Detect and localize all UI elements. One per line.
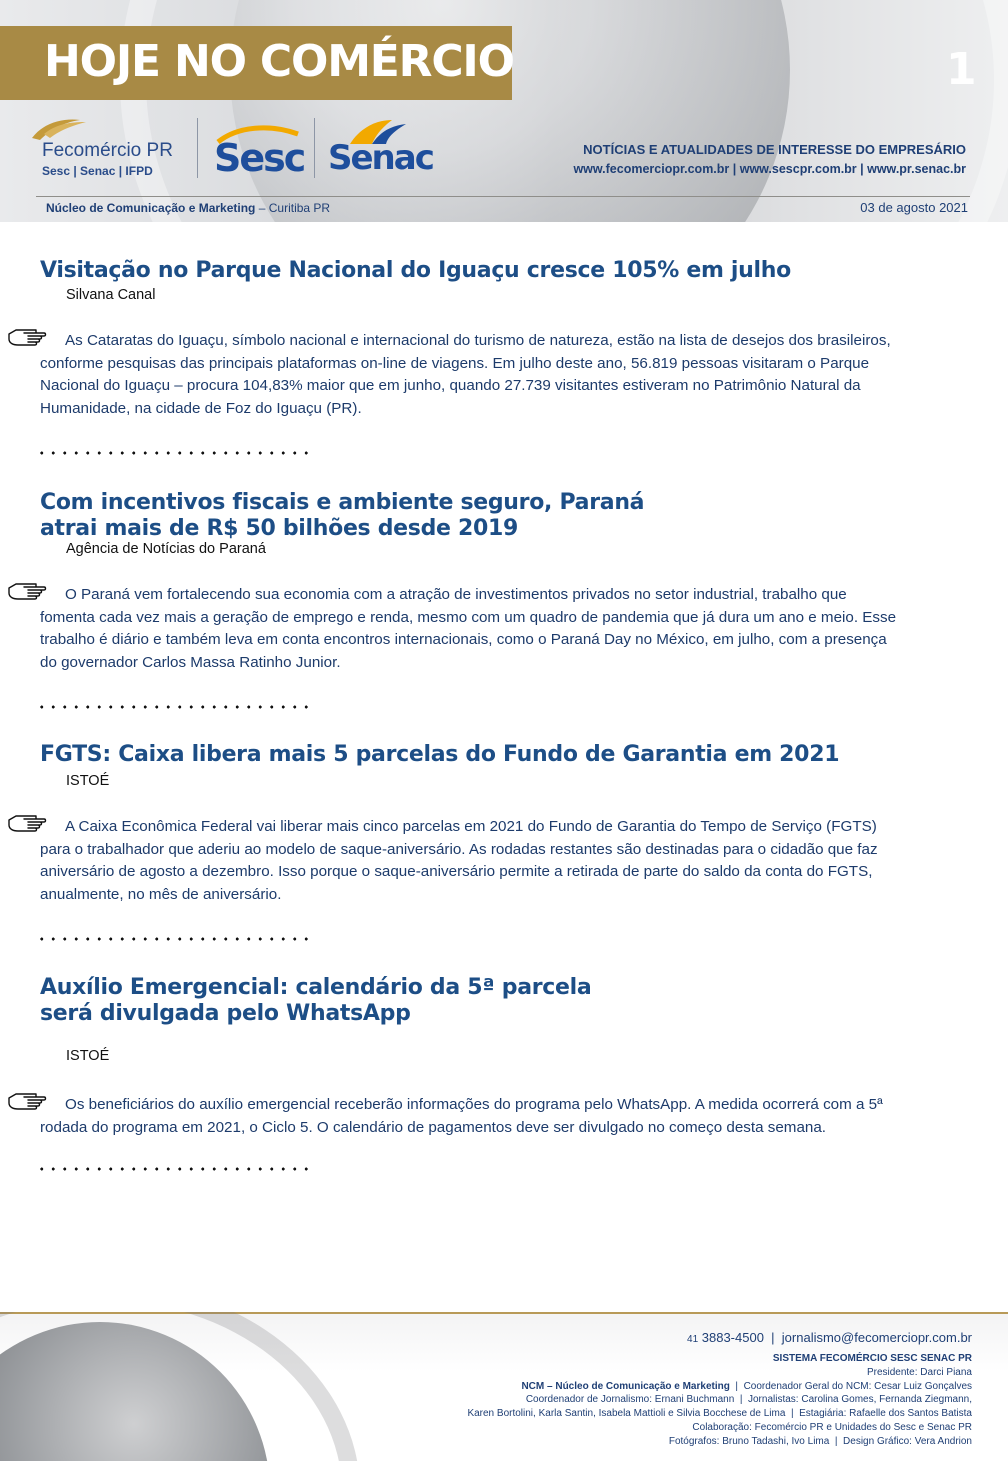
dotted-separator (36, 450, 312, 456)
article-body (40, 816, 900, 907)
contact-divider: | (767, 1330, 779, 1345)
page-number: 1 (946, 44, 977, 95)
credits-line (332, 1380, 972, 1394)
credits-divider: | (788, 1408, 797, 1420)
president: Presidente: Darci Piana (866, 1366, 972, 1378)
article-source: ISTOÉ (66, 773, 110, 789)
fecomercio-sub: Sesc | Senac | IFPD (42, 164, 153, 178)
sesc-wordmark: Sesc (214, 136, 305, 180)
dotted-separator (36, 936, 312, 942)
phone-prefix: 41 (687, 1334, 699, 1345)
footer-contact (687, 1330, 972, 1345)
credits-line (332, 1393, 972, 1407)
credits-line (332, 1435, 972, 1449)
phone-number[interactable]: 3883-4500 (701, 1330, 764, 1345)
system-name: SISTEMA FECOMÉRCIO SESC SENAC PR (772, 1353, 972, 1364)
headline-line: será divulgada pelo WhatsApp (40, 1001, 411, 1026)
article-headline[interactable] (40, 975, 591, 1027)
senac-wordmark: Senac (328, 138, 433, 178)
headline-line: Com incentivos fiscais e ambiente seguro, Paraná (40, 490, 645, 515)
article-body-text: Os beneficiários do auxílio emergencial receberão informações do programa pelo WhatsApp. A medida ocorrerá com a 5ª rodada do programa em 2021, o Ciclo 5. O calendário de pagamentos deve ser divulgado no começo desta semana. (40, 1096, 883, 1136)
graphic-design: Design Gráfico: Vera Andrion (843, 1435, 972, 1447)
dotted-separator (36, 704, 312, 710)
fecomercio-swoosh-icon (30, 116, 90, 142)
headline-line: Auxílio Emergencial: calendário da 5ª parcela (40, 975, 592, 1000)
fecomercio-brand: Fecomércio (42, 140, 142, 161)
newsletter-header (0, 0, 1008, 222)
journalists-more: Karen Bortolini, Karla Santin, Isabela Mattioli e Silvia Bocchese de Lima (467, 1408, 786, 1420)
fecomercio-state: PR (146, 140, 173, 161)
headline-line: Visitação no Parque Nacional do Iguaçu cresce 105% em julho (40, 258, 791, 283)
headline-line: atrai mais de R$ 50 bilhões desde 2019 (40, 516, 519, 541)
article-body (40, 584, 900, 675)
newsletter-footer (0, 1312, 1008, 1461)
article-source: Agência de Notícias do Paraná (66, 541, 266, 557)
header-divider (36, 196, 970, 197)
credits-divider: | (832, 1435, 841, 1447)
credits-line (332, 1407, 972, 1421)
journalists: Jornalistas: Carolina Gomes, Fernanda Ziegmann, (748, 1394, 972, 1406)
sesc-logo[interactable] (212, 124, 305, 180)
footer-credits (332, 1352, 972, 1449)
logo-divider (314, 118, 315, 178)
department-location: – Curitiba PR (258, 201, 331, 215)
logo-divider (197, 118, 198, 178)
department-line (46, 201, 330, 215)
senac-logo[interactable] (328, 118, 433, 182)
fecomercio-logo[interactable] (30, 116, 190, 180)
article-body-text: As Cataratas do Iguaçu, símbolo nacional e internacional do turismo de natureza, estão na lista de desejos dos brasileiros, conforme pesquisas das principais plataformas on-line de viagens. Em julho deste ano, 56.819 pessoas visitaram o Parque Nacional do Iguaçu – procura 104,83% maior que em junho, quando 27.739 visitantes estiveram no Patrimônio Natural da Humanidade, na cidade de Foz do Iguaçu (PR). (40, 332, 891, 418)
header-websites[interactable]: www.fecomerciopr.com.br | www.sescpr.com.br | www.pr.senac.br (573, 162, 966, 176)
article-body-text: O Paraná vem fortalecendo sua economia com a atração de investimentos privados no setor industrial, trabalho que fomenta cada vez mais a geração de emprego e renda, mesmo com um quadro de pandemia que já dura um ano e meio. Esse trabalho é diário e também leva em conta encontros internacionais, como o Paraná Day no México, em julho, com a presença do governador Carlos Massa Ratinho Junior. (40, 586, 897, 672)
article-headline[interactable] (40, 742, 839, 768)
credits-divider: | (737, 1394, 746, 1406)
intern: Estagiária: Rafaelle dos Santos Batista (799, 1408, 972, 1420)
headline-line: FGTS: Caixa libera mais 5 parcelas do Fundo de Garantia em 2021 (40, 742, 840, 767)
newsletter-title: HOJE NO COMÉRCIO (44, 36, 514, 87)
dotted-separator (36, 1166, 312, 1172)
collaboration: Colaboração: Fecomércio PR e Unidades do Sesc e Senac PR (692, 1421, 972, 1433)
fecomercio-name (42, 140, 173, 162)
ncm-coordinator: Coordenador Geral do NCM: Cesar Luiz Gonçalves (743, 1380, 972, 1392)
article-source: Silvana Canal (66, 287, 156, 303)
ncm-label: NCM – Núcleo de Comunicação e Marketing (521, 1380, 730, 1392)
journalism-coordinator: Coordenador de Jornalismo: Ernani Buchmann (525, 1394, 735, 1406)
header-tagline: NOTÍCIAS E ATUALIDADES DE INTERESSE DO EMPRESÁRIO (583, 142, 966, 157)
article-source: ISTOÉ (66, 1048, 110, 1064)
edition-date: 03 de agosto 2021 (860, 200, 968, 215)
article-body (40, 330, 900, 421)
article-body-text: A Caixa Econômica Federal vai liberar mais cinco parcelas em 2021 do Fundo de Garantia do Tempo de Serviço (FGTS) para o trabalhador que aderiu ao modelo de saque-aniversário. As rodadas restantes são destinadas para o cidadão que faz aniversário de agosto a dezembro. Isso porque o saque-aniversário permite a retirada de parte do saldo da conta do FGTS, anualmente, no mês de aniversário. (40, 818, 878, 904)
article-headline[interactable] (40, 258, 791, 284)
credits-divider: | (732, 1380, 741, 1392)
article-body (40, 1094, 900, 1139)
contact-email[interactable]: jornalismo@fecomerciopr.com.br (781, 1330, 972, 1345)
department-name: Núcleo de Comunicação e Marketing (46, 201, 256, 215)
photographers: Fotógrafos: Bruno Tadashi, Ivo Lima (668, 1435, 830, 1447)
article-headline[interactable] (40, 490, 644, 542)
